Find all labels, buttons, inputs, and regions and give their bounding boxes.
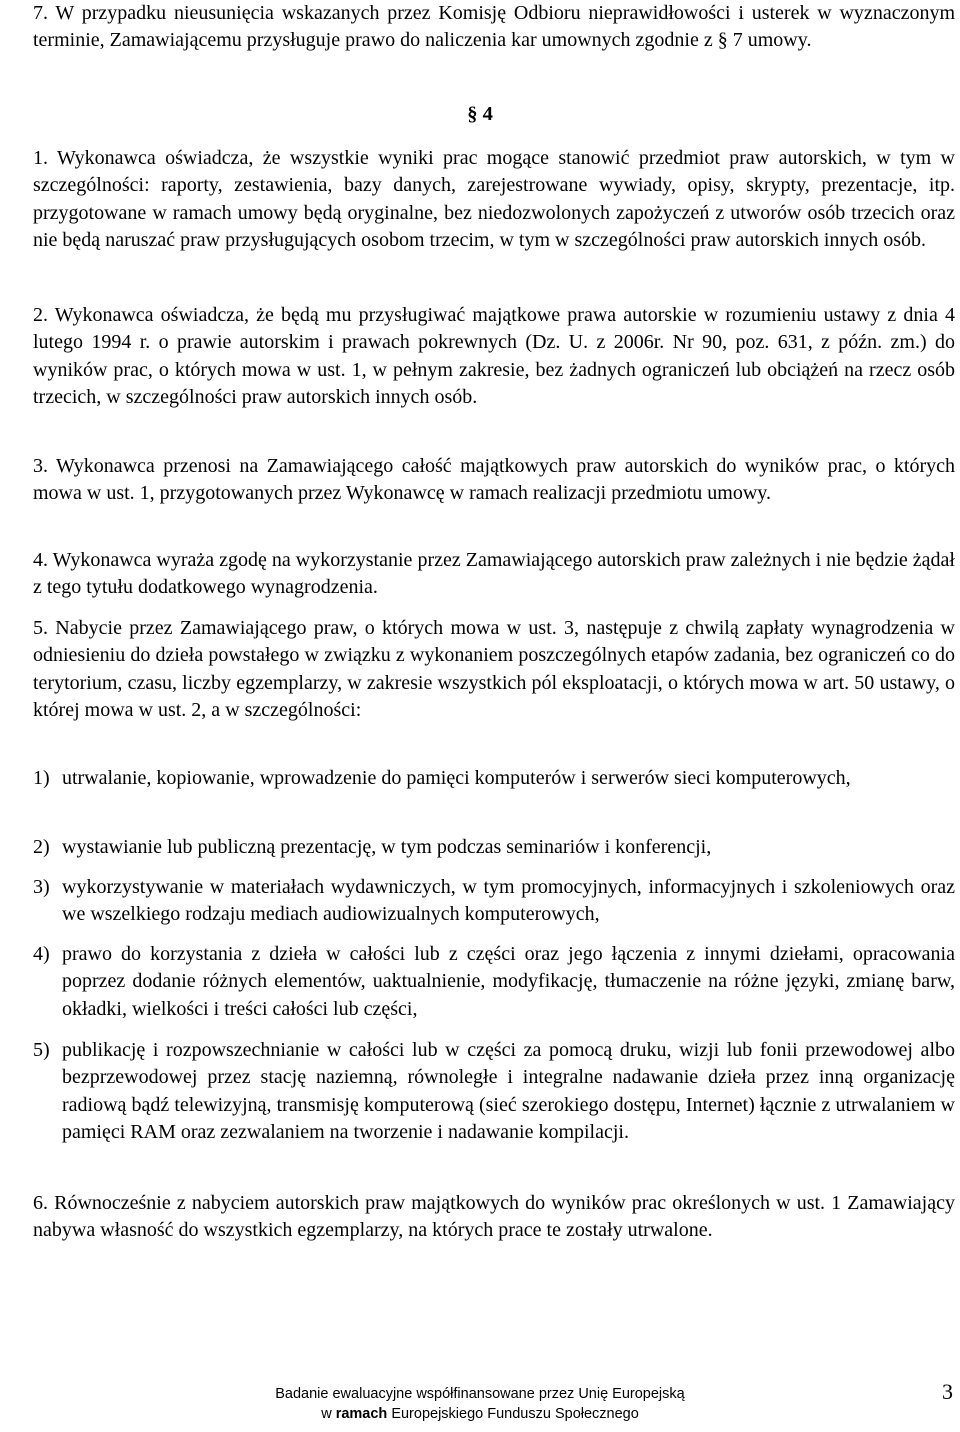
list-item-number: 1) [33,767,50,789]
page-number: 3 [942,1379,953,1404]
list-item-text: utrwalanie, kopiowanie, wprowadzenie do pamięci komputerów i serwerów sieci komputerowych, [62,767,851,789]
paragraph-5 [33,615,955,724]
paragraph-6 [33,1190,955,1245]
list-item [33,874,955,929]
list-item [33,1037,955,1146]
section-title: § 4 [467,103,493,125]
list-item-number: 3) [33,876,50,898]
list-item-text: wystawianie lub publiczną prezentację, w tym podczas seminariów i konferencji, [62,836,712,858]
list-item [33,941,955,1023]
footer-line-2-prefix: w [321,1406,336,1422]
paragraph-3 [33,453,955,508]
footer-line-2 [0,1404,960,1424]
list-item-number: 2) [33,836,50,858]
list-item-text: prawo do korzystania z dzieła w całości lub z części oraz jego łączenia z innymi dziełami, opracowania poprzez dodanie różnych elementów, uaktualnienie, modyfikację, tłumaczenie na różne języki, zmianę barw, okładki, wielkości i treści całości lub części, [62,943,955,1020]
paragraph-text: 3. Wykonawca przenosi na Zamawiającego całość majątkowych praw autorskich do wyników prac, o których mowa w ust. 1, przygotowanych przez Wykonawcę w ramach realizacji przedmiotu umowy. [33,455,955,505]
paragraph-text: 6. Równocześnie z nabyciem autorskich praw majątkowych do wyników prac określonych w ust. 1 Zamawiający nabywa własność do wszystkich egzemplarzy, na których prace te zostały utrwalone. [33,1192,955,1242]
list-item-number: 4) [33,943,50,965]
footer-line-2-bold: ramach [335,1406,388,1422]
paragraph-text: 4. Wykonawca wyraża zgodę na wykorzystanie przez Zamawiającego autorskich praw zależnych i nie będzie żądał z tego tytułu dodatkowego wynagrodzenia. [33,549,955,599]
paragraph-text: 5. Nabycie przez Zamawiającego praw, o których mowa w ust. 3, następuje z chwilą zapłaty wynagrodzenia w odniesieniu do dzieła powstałego w związku z wykonaniem poszczególnych etapów zadania, bez ograniczeń co do terytorium, czasu, liczby egzemplarzy, w zakresie wszystkich pól eksploatacji, o których mowa w art. 50 ustawy, o której mowa w ust. 2, a w szczególności: [33,617,955,721]
footer-line-2-rest: Europejskiego Funduszu Społecznego [387,1406,639,1422]
list-item [33,765,955,792]
list-item-text: wykorzystywanie w materiałach wydawniczych, w tym promocyjnych, informacyjnych i szkoleniowych oraz we wszelkiego rodzaju mediach audiowizualnych komputerowych, [62,876,955,926]
list-item-number: 5) [33,1039,50,1061]
paragraph-4 [33,547,955,602]
list-item-text: publikację i rozpowszechnianie w całości lub w części za pomocą druku, wizji lub fonii przewodowej albo bezprzewodowej przez stację naziemną, równoległe i integralne nadawanie dzieła przez inną organizację radiową bądź telewizyjną, transmisję komputerową (sieć szerokiego dostępu, Internet) łącznie z utrwalaniem w pamięci RAM oraz zezwalaniem na tworzenie i nadawanie kompilacji. [62,1039,955,1143]
list-item [33,834,955,861]
paragraph-1 [33,145,955,254]
paragraph-text: 1. Wykonawca oświadcza, że wszystkie wyniki prac mogące stanowić przedmiot praw autorskich, w tym w szczególności: raporty, zestawienia, bazy danych, zarejestrowane wywiady, opisy, skrypty, prezentacje, itp. przygotowane w ramach umowy będą oryginalne, bez niedozwolonych zapożyczeń z utworów osób trzecich oraz nie będą naruszać praw przysługujących osobom trzecim, w tym w szczególności praw autorskich innych osób. [33,147,955,251]
paragraph-text: 7. W przypadku nieusunięcia wskazanych przez Komisję Odbioru nieprawidłowości i usterek w wyznaczonym terminie, Zamawiającemu przysługuje prawo do naliczenia kar umownych zgodnie z § 7 umowy. [33,2,955,52]
paragraph-7 [33,0,955,55]
paragraph-text: 2. Wykonawca oświadcza, że będą mu przysługiwać majątkowe prawa autorskie w rozumieniu ustawy z dnia 4 lutego 1994 r. o prawie autorskim i prawach pokrewnych (Dz. U. z 2006r. Nr 90, poz. 631, z późn. zm.) do wyników prac, o których mowa w ust. 1, w pełnym zakresie, bez żadnych ograniczeń lub obciążeń na rzecz osób trzecich, w szczególności praw autorskich innych osób. [33,304,955,408]
paragraph-2 [33,302,955,411]
footer [0,1384,960,1424]
footer-line-1: Badanie ewaluacyjne współfinansowane przez Unię Europejską [275,1386,685,1402]
